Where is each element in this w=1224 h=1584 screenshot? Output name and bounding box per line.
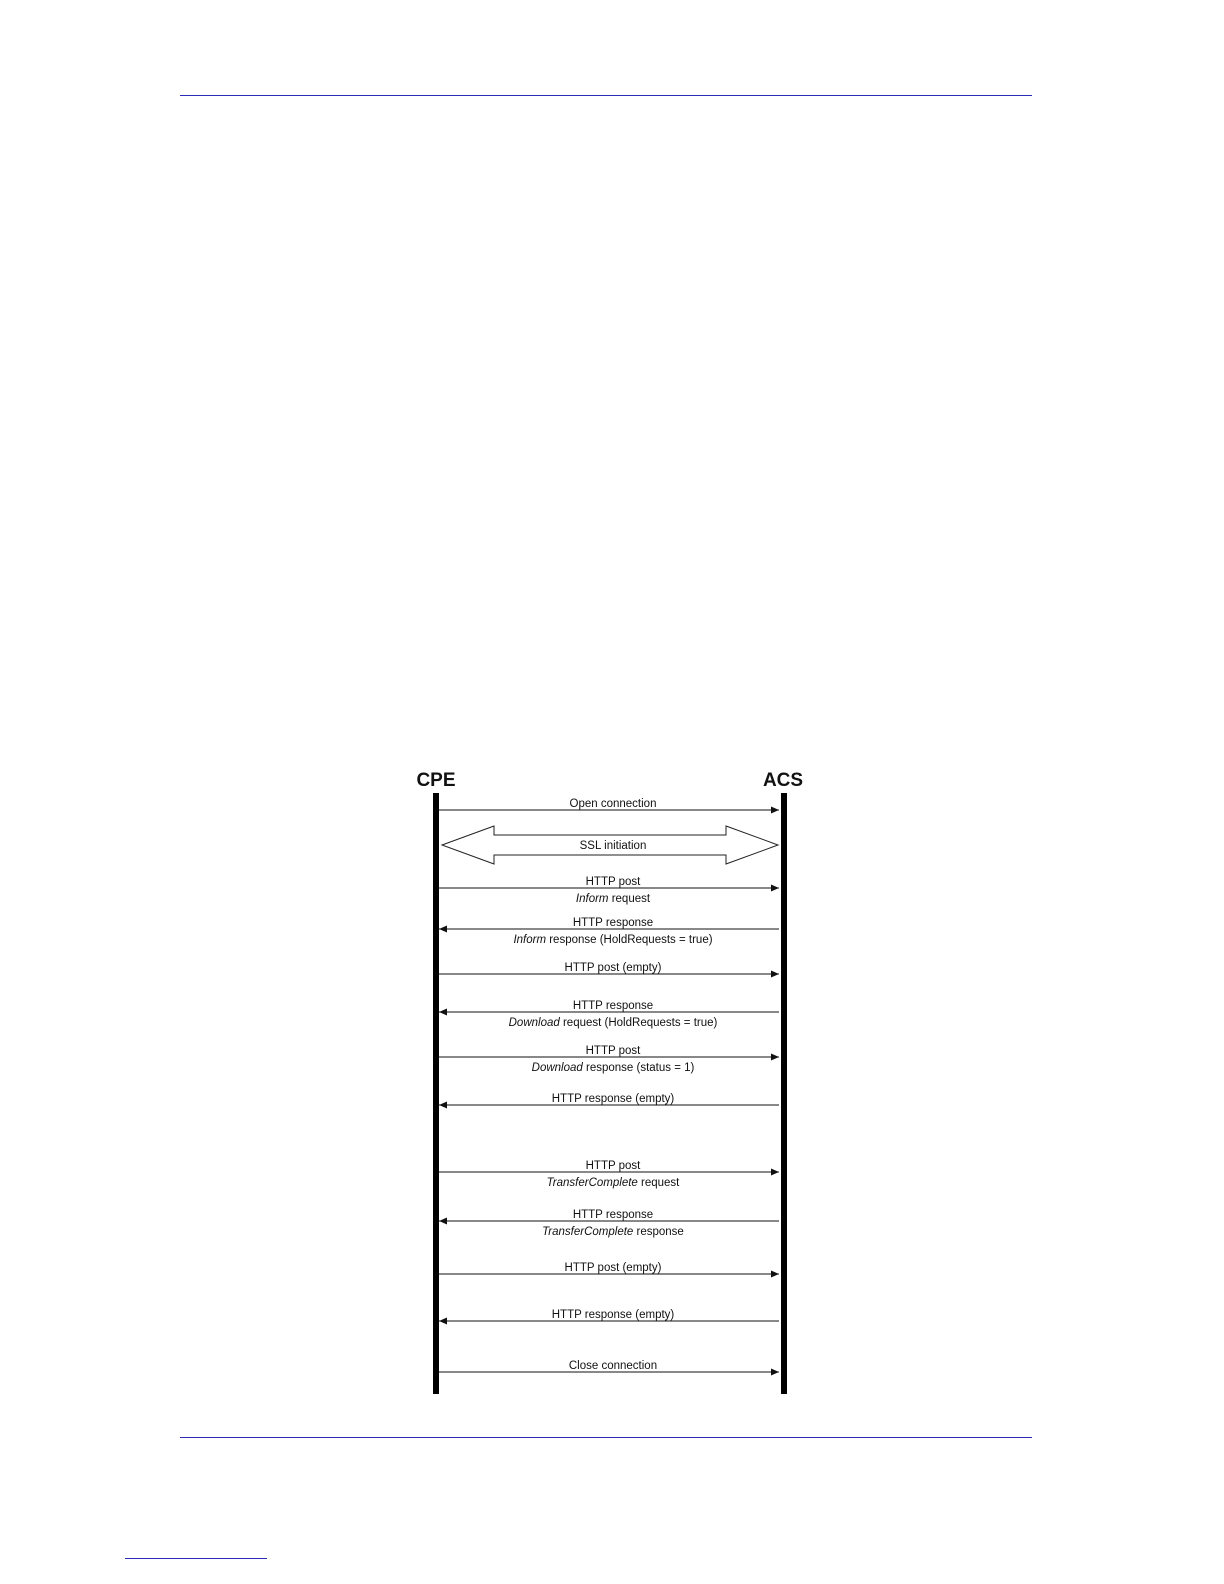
http-post-empty-2-arrowhead (771, 1271, 779, 1278)
http-response-download-label-above: HTTP response (572, 1000, 654, 1012)
http-response-empty-2-arrowhead (439, 1318, 447, 1325)
cpe-lifeline (433, 793, 439, 1394)
http-post-empty-1-arrowhead (771, 971, 779, 978)
http-response-transfercomplete-label-below: TransferComplete response (542, 1226, 684, 1238)
actor-cpe-label: CPE (416, 770, 456, 791)
ssl-initiation-label: SSL initiation (579, 840, 647, 852)
http-response-download-label-below: Download request (HoldRequests = true) (508, 1017, 718, 1029)
footer-rule (180, 1437, 1032, 1438)
http-post-empty-2-label-above: HTTP post (empty) (564, 1262, 662, 1274)
http-response-transfercomplete-arrowhead (439, 1218, 447, 1225)
http-response-empty-2-label-above: HTTP response (empty) (551, 1309, 675, 1321)
http-response-download-arrowhead (439, 1009, 447, 1016)
http-post-download-arrowhead (771, 1054, 779, 1061)
http-response-empty-1-arrowhead (439, 1102, 447, 1109)
message-group (439, 798, 779, 1376)
open-connection-label-above: Open connection (569, 798, 657, 810)
actor-acs-label: ACS (762, 770, 804, 791)
http-post-transfercomplete-label-below: TransferComplete request (546, 1177, 680, 1189)
http-response-empty-1-label-above: HTTP response (empty) (551, 1093, 675, 1105)
http-post-inform-arrowhead (771, 885, 779, 892)
http-post-transfercomplete-label-above: HTTP post (585, 1160, 641, 1172)
http-post-transfercomplete-arrowhead (771, 1169, 779, 1176)
acs-lifeline (781, 793, 787, 1394)
http-post-inform-label-below: Inform request (575, 893, 651, 905)
open-connection-arrowhead (771, 807, 779, 814)
http-post-inform-label-above: HTTP post (585, 876, 641, 888)
close-connection-label-above: Close connection (568, 1360, 658, 1372)
close-connection-arrowhead (771, 1369, 779, 1376)
http-response-inform-arrowhead (439, 926, 447, 933)
http-response-inform-label-below: Inform response (HoldRequests = true) (513, 934, 713, 946)
http-post-empty-1-label-above: HTTP post (empty) (564, 962, 662, 974)
footnote-rule (125, 1558, 267, 1559)
http-response-transfercomplete-label-above: HTTP response (572, 1209, 654, 1221)
http-post-download-label-above: HTTP post (585, 1045, 641, 1057)
http-response-inform-label-above: HTTP response (572, 917, 654, 929)
http-post-download-label-below: Download response (status = 1) (531, 1062, 695, 1074)
